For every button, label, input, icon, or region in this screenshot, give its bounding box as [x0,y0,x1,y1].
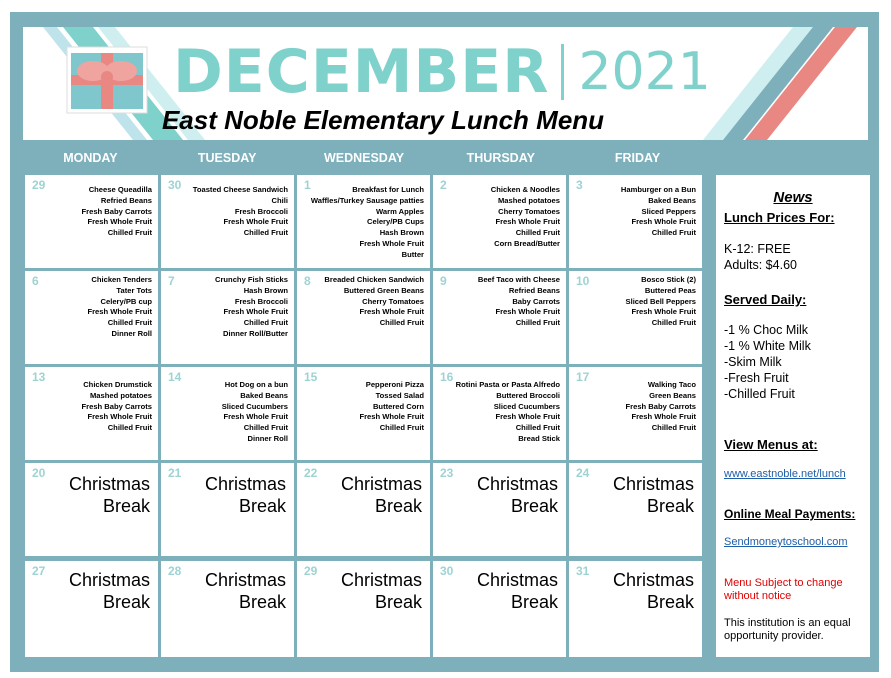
menu-items: Chicken Tenders Tater Tots Celery/PB cup Fresh Whole Fruit Chilled Fruit Dinner Roll [87,275,152,338]
menu-items: Cheese Queadilla Refried Beans Fresh Baby Carrots Fresh Whole Fruit Chilled Fruit [81,185,152,238]
date-number: 24 [576,466,590,480]
date-number: 30 [168,178,182,192]
weekday-thursday: THURSDAY [466,151,535,165]
menu-items: Breaded Chicken Sandwich Buttered Green Beans Cherry Tomatoes Fresh Whole Fruit Chilled Fruit [324,275,424,328]
date-number: 8 [304,274,311,288]
weekday-friday: FRIDAY [614,151,661,165]
date-number: 1 [304,178,311,192]
day-cell [433,271,566,364]
christmas-break-label: Christmas Break [612,570,694,612]
menu-items: Chicken & Noodles Mashed potatoes Cherry Tomatoes Fresh Whole Fruit Chilled Fruit Corn Bread/Butter [490,185,560,248]
day-cell [25,561,158,657]
lunch-prices-heading: Lunch Prices For: [724,210,835,225]
weekday-header [22,148,706,170]
year-title: 2021 [578,42,711,102]
day-cell [25,463,158,556]
day-cell [433,175,566,268]
price-adults: Adults: $4.60 [724,258,797,272]
day-cell [297,463,430,556]
menu-items: Rotini Pasta or Pasta Alfredo Buttered Broccoli Sliced Cucumbers Fresh Whole Fruit Chilled Fruit Bread Stick [455,380,560,443]
weekday-wednesday: WEDNESDAY [323,151,405,165]
menu-items: Chicken Drumstick Mashed potatoes Fresh Baby Carrots Fresh Whole Fruit Chilled Fruit [81,380,152,433]
view-menus-heading: View Menus at: [724,437,818,452]
date-number: 16 [440,370,454,384]
date-number: 17 [576,370,590,384]
payments-link[interactable]: Sendmoneytoschool.com [724,536,848,548]
day-cell [569,271,702,364]
served-daily-heading: Served Daily: [724,292,807,307]
day-cell [297,175,430,268]
date-number: 7 [168,274,175,288]
date-number: 29 [304,564,318,578]
day-cell [569,175,702,268]
date-number: 22 [304,466,318,480]
day-cell [161,271,294,364]
day-cell [433,463,566,556]
day-cell [569,367,702,460]
served-item: -1 % Choc Milk [724,323,809,337]
date-number: 31 [576,564,590,578]
menu-items: Walking Taco Green Beans Fresh Baby Carrots Fresh Whole Fruit Chilled Fruit [625,380,696,433]
title-separator [561,44,564,100]
menu-items: Hot Dog on a bun Baked Beans Sliced Cucumbers Fresh Whole Fruit Chilled Fruit Dinner Roll [221,380,288,443]
day-cell [433,367,566,460]
news-panel [716,175,870,657]
day-cell [25,271,158,364]
date-number: 14 [168,370,182,384]
menu-items: Breakfast for Lunch Waffles/Turkey Sausage patties Warm Apples Celery/PB Cups Hash Brown Fresh Whole Fruit Butter [310,185,424,259]
christmas-break-label: Christmas Break [476,570,558,612]
weekday-monday: MONDAY [63,151,118,165]
month-title: DECEMBER [173,37,550,107]
served-item: -Fresh Fruit [724,371,789,385]
menus-link[interactable]: www.eastnoble.net/lunch [724,468,846,480]
date-number: 21 [168,466,182,480]
date-number: 9 [440,274,447,288]
christmas-break-label: Christmas Break [476,474,558,516]
menu-items: Pepperoni Pizza Tossed Salad Buttered Corn Fresh Whole Fruit Chilled Fruit [359,380,424,433]
christmas-break-label: Christmas Break [68,570,150,612]
christmas-break-label: Christmas Break [612,474,694,516]
date-number: 30 [440,564,454,578]
day-cell [161,175,294,268]
price-k12: K-12: FREE [724,242,791,256]
payments-heading: Online Meal Payments: [724,507,856,521]
day-cell [433,561,566,657]
day-cell [161,367,294,460]
menu-items: Beef Taco with Cheese Refried Beans Baby Carrots Fresh Whole Fruit Chilled Fruit [477,275,560,328]
menu-items: Bosco Stick (2) Buttered Peas Sliced Bell Peppers Fresh Whole Fruit Chilled Fruit [625,275,696,328]
day-cell [25,367,158,460]
served-item: -Skim Milk [724,355,782,369]
date-number: 29 [32,178,46,192]
date-number: 27 [32,564,46,578]
date-number: 10 [576,274,590,288]
date-number: 13 [32,370,46,384]
served-item: -Chilled Fruit [724,387,795,401]
day-cell [297,561,430,657]
christmas-break-label: Christmas Break [340,474,422,516]
date-number: 23 [440,466,454,480]
date-number: 2 [440,178,447,192]
menu-subtitle: East Noble Elementary Lunch Menu [161,105,605,135]
christmas-break-label: Christmas Break [204,474,286,516]
day-cell [161,561,294,657]
menu-items: Crunchy Fish Sticks Hash Brown Fresh Broccoli Fresh Whole Fruit Chilled Fruit Dinner Roll/Butter [214,275,288,338]
day-cell [569,463,702,556]
news-title: News [773,189,813,206]
title-row [173,37,711,107]
menu-items: Hamburger on a Bun Baked Beans Sliced Peppers Fresh Whole Fruit Chilled Fruit [620,185,696,238]
date-number: 6 [32,274,39,288]
christmas-break-label: Christmas Break [68,474,150,516]
date-number: 15 [304,370,318,384]
header-banner [23,27,868,140]
date-number: 3 [576,178,583,192]
day-cell [297,271,430,364]
menu-items: Toasted Cheese Sandwich Chili Fresh Broccoli Fresh Whole Fruit Chilled Fruit [192,185,288,238]
day-cell [569,561,702,657]
served-item: -1 % White Milk [724,339,811,353]
date-number: 20 [32,466,46,480]
equal-opportunity-statement: This institution is an equal opportunity provider. [724,617,851,642]
day-cell [25,175,158,268]
day-cell [161,463,294,556]
date-number: 28 [168,564,182,578]
day-cell [297,367,430,460]
change-disclaimer: Menu Subject to change without notice [724,577,843,602]
christmas-break-label: Christmas Break [204,570,286,612]
christmas-break-label: Christmas Break [340,570,422,612]
weekday-tuesday: TUESDAY [197,151,257,165]
